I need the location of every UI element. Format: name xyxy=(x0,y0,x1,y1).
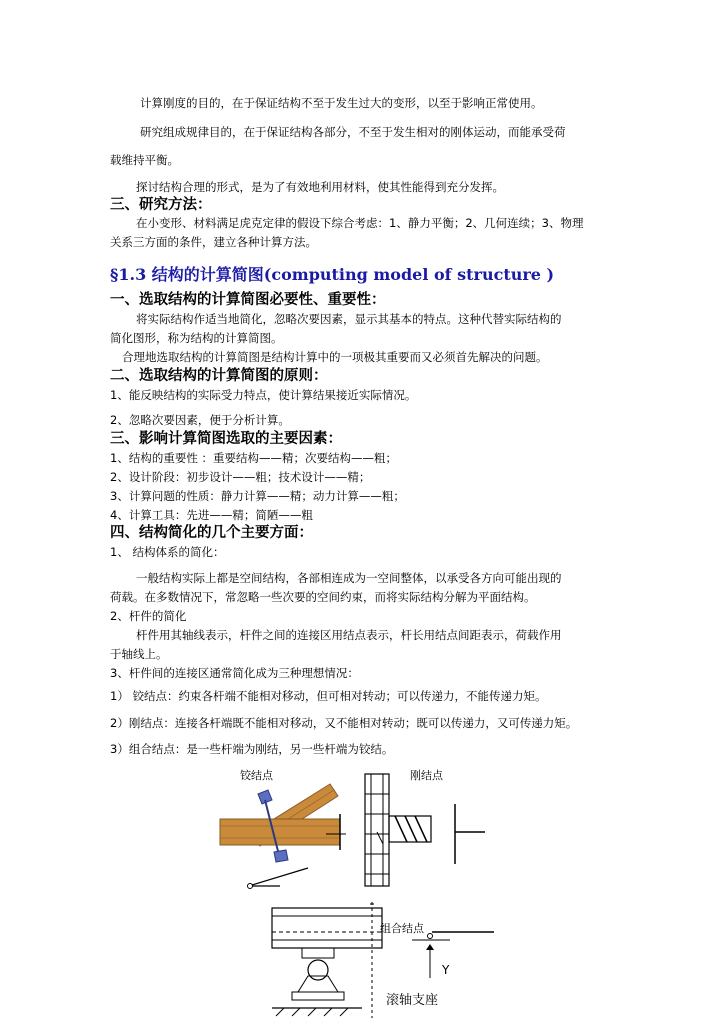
part1-line2: 简化图形，称为结构的计算简图。 xyxy=(110,331,283,345)
ground-hatch-2 xyxy=(292,1008,300,1016)
hinge-joint-label: 铰结点 xyxy=(240,769,273,782)
hinge-schematic-node xyxy=(248,884,253,889)
part1-line3: 合理地选取结构的计算简图是结构计算中的一项极其重要而又必须首先解决的问题。 xyxy=(122,350,548,364)
part3-line3: 3、计算问题的性质：静力计算——精；动力计算——粗； xyxy=(110,489,405,503)
heading-research-method: 三、研究方法： xyxy=(110,197,212,213)
ground-hatch-4 xyxy=(324,1008,332,1016)
part1-line1: 将实际结构作适当地简化，忽略次要因素，显示其基本的特点。这种代替实际结构的 xyxy=(136,312,562,326)
section-title: §1.3 结构的计算简图(computing model of structure ) xyxy=(110,265,555,284)
heading-simplification: 四、结构简化的几个主要方面： xyxy=(110,525,313,541)
column-outline xyxy=(365,774,389,886)
heading-necessity: 一、选取结构的计算简图必要性、重要性： xyxy=(110,292,386,308)
part3-line1: 1、结构的重要性 ：重要结构——精；次要结构——粗； xyxy=(110,451,397,465)
part4-line10: 3）组合结点：是一些杆端为刚结，另一些杆端为铰结。 xyxy=(110,742,394,756)
paragraph-rational-form: 探讨结构合理的形式，是为了有效地利用材料，使其性能得到充分发挥。 xyxy=(136,180,504,194)
part4-line7: 3、杆件间的连接区通常简化成为三种理想情况： xyxy=(110,666,359,680)
rigid-joint-label: 刚结点 xyxy=(410,769,443,782)
paragraph-method-line1: 在小变形、材料满足虎克定律的假设下综合考虑：1、静力平衡；2、几何连续；3、物理 xyxy=(136,216,584,230)
paragraph-method-line2: 关系三方面的条件，建立各种计算方法。 xyxy=(110,235,317,249)
part3-line4: 4、计算工具：先进——精；简陋——粗 xyxy=(110,508,313,522)
combined-joint-label: 组合结点 xyxy=(380,922,424,935)
bearing-plate xyxy=(302,948,334,958)
bolt-nut-bottom xyxy=(274,850,288,862)
part4-line5: 杆件用其轴线表示，杆件之间的连接区用结点表示，杆长用结点间距表示，荷载作用 xyxy=(136,628,562,642)
roller-pin xyxy=(308,960,328,980)
combined-joint-figure xyxy=(262,888,502,1022)
paragraph-composition-line2: 载维持平衡。 xyxy=(110,153,179,167)
part2-line1: 1、能反映结构的实际受力特点，使计算结果接近实际情况。 xyxy=(110,388,417,402)
part3-line2: 2、设计阶段：初步设计——粗；技术设计——精； xyxy=(110,470,371,484)
paragraph-stiffness: 计算刚度的目的，在于保证结构不至于发生过大的变形，以至于影响正常使用。 xyxy=(140,96,543,110)
beam-body xyxy=(272,908,382,948)
part2-line2: 2、忽略次要因素，便于分析计算。 xyxy=(110,413,290,427)
part4-line6: 于轴线上。 xyxy=(110,647,168,661)
part4-line2: 一般结构实际上都是空间结构，各部相连成为一空间整体，以承受各方向可能出现的 xyxy=(136,571,562,585)
rigid-joint-figure xyxy=(355,764,495,889)
beam-hatch-1 xyxy=(395,816,407,842)
hinge-joint-figure xyxy=(210,764,360,894)
ground-hatch-5 xyxy=(340,1008,348,1016)
heading-factors: 三、影响计算简图选取的主要因素： xyxy=(110,431,342,447)
roller-support-label: 滚轴支座 xyxy=(386,993,439,1008)
beam-hatch-3 xyxy=(415,816,427,842)
paragraph-composition-line1: 研究组成规律目的，在于保证结构各部分，不至于发生相对的刚体运动，而能承受荷 xyxy=(140,125,566,139)
part4-line1: 1、 结构体系的简化： xyxy=(110,545,225,559)
ground-hatch-1 xyxy=(276,1008,284,1016)
part4-line9: 2）刚结点：连接各杆端既不能相对移动，又不能相对转动；既可以传递力，又可传递力矩。 xyxy=(110,716,578,730)
beam-hatch-2 xyxy=(405,816,417,842)
hinge-schematic-member xyxy=(252,868,308,885)
reaction-y-label: Y xyxy=(442,963,450,977)
support-plinth xyxy=(292,992,344,1000)
part4-line8: 1） 铰结点：约束各杆端不能相对移动，但可相对转动；可以传递力，不能传递力矩。 xyxy=(110,689,547,703)
support-base xyxy=(298,976,338,992)
ground-hatch-3 xyxy=(308,1008,316,1016)
part4-line4: 2、杆件的简化 xyxy=(110,609,187,623)
horizontal-timber xyxy=(220,819,340,845)
part4-line3: 荷载。在多数情况下，常忽略一些次要的空间约束，而将实际结构分解为平面结构。 xyxy=(110,590,536,604)
schematic-hinge xyxy=(428,934,433,939)
heading-principles: 二、选取结构的计算简图的原则： xyxy=(110,368,328,384)
reaction-arrow-head xyxy=(426,944,434,950)
